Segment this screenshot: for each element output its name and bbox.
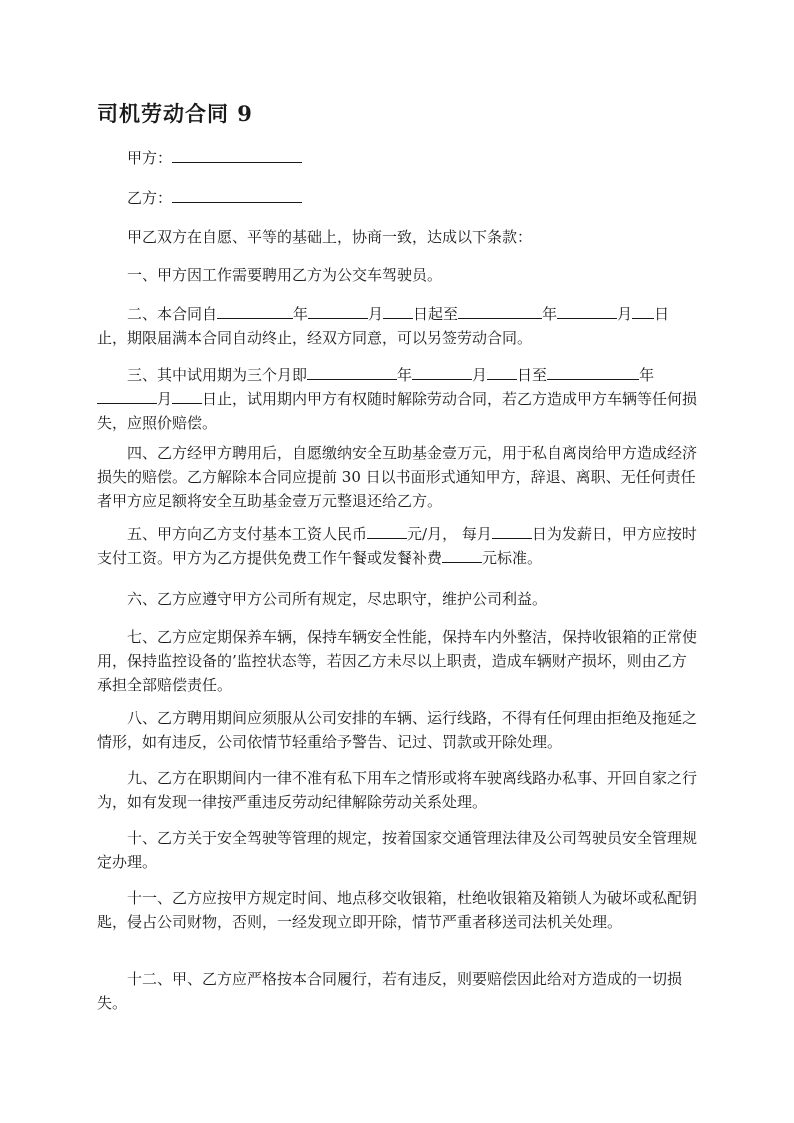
clause-12: 十二、甲、乙方应严格按本合同履行，若有违反，则要赔偿因此给对方造成的一切损失。: [97, 970, 683, 1012]
clause-2: 二、本合同自 年 月 日起至 年 月 日止，期限届满本合同自动终止，经双方同意，可以另签劳动合同。: [97, 305, 670, 347]
payday-blank: [492, 523, 532, 539]
party-b-blank: [172, 187, 302, 203]
blank: [412, 364, 472, 380]
clause-9: 九、乙方在职期间内一律不准有私下用车之情形或将车驶离线路办私事、开回自家之行为，如有发现一律按严重违反劳动纪律解除劳动关系处理。: [97, 769, 698, 811]
party-a-label: 甲方：: [127, 149, 173, 167]
blank: [632, 303, 654, 319]
blank: [557, 303, 617, 319]
salary-blank: [367, 523, 407, 539]
party-b-line: [97, 186, 699, 210]
meal-allowance-blank: [442, 547, 482, 563]
blank: [547, 364, 639, 380]
clause-5: 五、甲方向乙方支付基本工资人民币 元/月， 每月 日为发薪日，甲方应按时支付工资。甲方为乙方提供免费工作午餐或发餐补费 元标准。: [97, 525, 697, 567]
clause-11: 十一、乙方应按甲方规定时间、地点移交收银箱，杜绝收银箱及箱锁人为破坏或私配钥匙，侵占公司财物，否则，一经发现立即开除，情节严重者移送司法机关处理。: [97, 889, 698, 931]
party-a-blank: [172, 147, 302, 163]
clause-8: 八、乙方聘用期间应须服从公司安排的车辆、运行线路，不得有任何理由拒绝及拖延之情形，如有违反，公司依情节轻重给予警告、记过、罚款或开除处理。: [97, 709, 698, 751]
clause-4: 四、乙方经甲方聘用后，自愿缴纳安全互助基金壹万元，用于私自离岗给甲方造成经济损失的赔偿。乙方解除本合同应提前 30 日以书面形式通知甲方，辞退、离职、无任何责任者甲方应足额将安全互助基金壹万元整退还给乙方。: [97, 444, 698, 510]
blank: [458, 303, 542, 319]
clause-6: 六、乙方应遵守甲方公司所有规定，尽忠职守，维护公司利益。: [127, 590, 548, 608]
clause-10: 十、乙方关于安全驾驶等管理的规定，按着国家交通管理法律及公司驾驶员安全管理规定办理。: [97, 829, 698, 871]
blank: [307, 364, 397, 380]
blank: [97, 388, 157, 404]
blank: [487, 364, 517, 380]
blank: [383, 303, 413, 319]
blank: [217, 303, 293, 319]
clause-1: 一、甲方因工作需要聘用乙方为公交车驾驶员。: [127, 266, 443, 284]
party-b-label: 乙方：: [127, 189, 173, 207]
clause-3: 三、其中试用期为三个月即 年 月 日至 年月 日止，试用期内甲方有权随时解除劳动合同，若乙方造成甲方车辆等任何损失，应照价赔偿。: [97, 366, 698, 432]
party-a-line: [97, 146, 699, 170]
blank: [308, 303, 368, 319]
clause-7: 七、乙方应定期保养车辆，保持车辆安全性能，保持车内外整洁，保持收银箱的正常使用，保持监控设备的’监控状态等，若因乙方未尽以上职责，造成车辆财产损坏，则由乙方承担全部赔偿责任。: [97, 628, 698, 694]
blank: [172, 388, 202, 404]
intro-paragraph: 甲乙双方在自愿、平等的基础上，协商一致，达成以下条款：: [127, 228, 533, 246]
document-title: 司机劳动合同 9: [97, 101, 253, 126]
